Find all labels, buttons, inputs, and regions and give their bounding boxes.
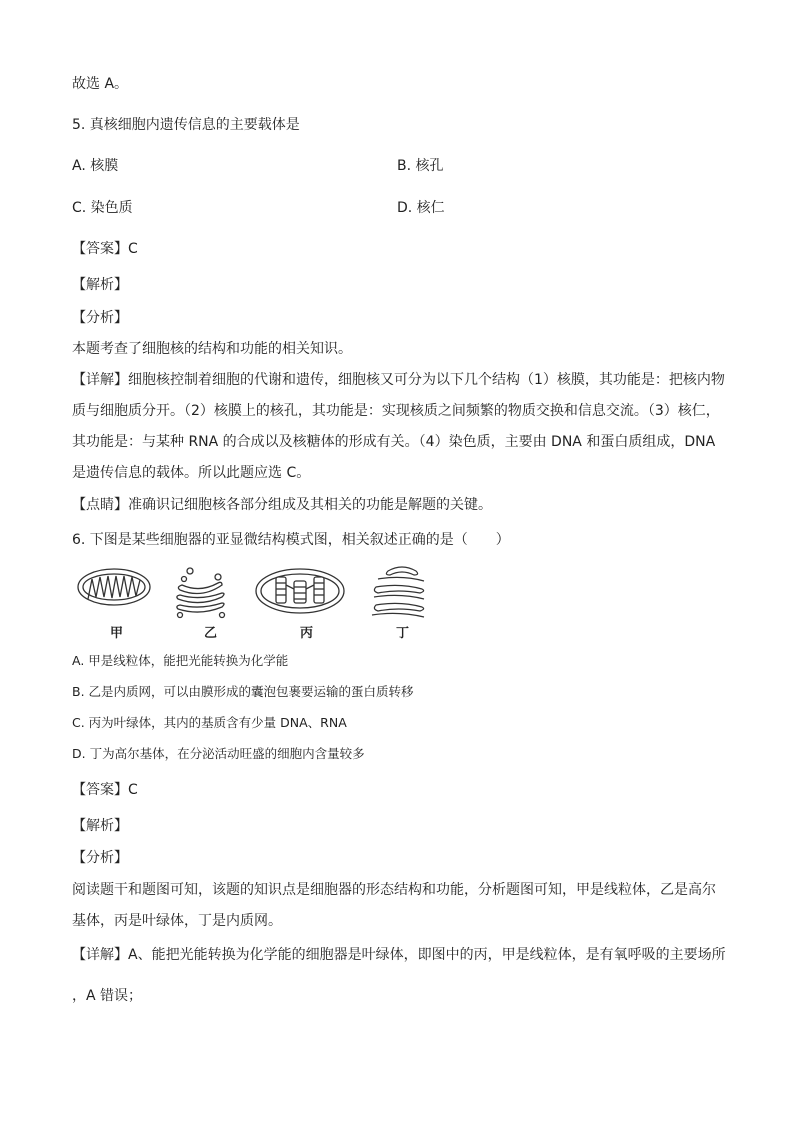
cisternae-drawing	[372, 567, 424, 617]
q6-fenxi-line: 阅读题干和题图可知，该题的知识点是细胞器的形态结构和功能，分析题图可知，甲是线粒体，乙是高尔	[72, 882, 716, 898]
q5-jiexi-heading: 【解析】	[72, 277, 128, 293]
q5-fenxi-text: 本题考查了细胞核的结构和功能的相关知识。	[72, 341, 352, 357]
q6-detail-line: ，A 错误；	[72, 988, 143, 1004]
mitochondrion-drawing	[78, 569, 150, 605]
q6-jiexi-heading: 【解析】	[72, 818, 128, 834]
figure-label-jia: 甲	[110, 626, 124, 641]
question-5-stem: 5. 真核细胞内遗传信息的主要载体是	[72, 117, 300, 133]
figure-label-ding: 丁	[396, 626, 410, 641]
previous-answer-tail: 故选 A。	[72, 76, 129, 92]
q5-detail-line: 【详解】细胞核控制着细胞的代谢和遗传，细胞核又可分为以下几个结构（1）核膜，其功能是：把核内物	[72, 372, 725, 388]
q5-option-b: B. 核孔	[397, 158, 444, 174]
q6-option-c: C. 丙为叶绿体，其内的基质含有少量 DNA、RNA	[72, 715, 347, 730]
q6-fenxi-heading: 【分析】	[72, 850, 128, 866]
chloroplast-drawing	[256, 569, 344, 613]
q5-fenxi-heading: 【分析】	[72, 310, 128, 326]
question-6-stem: 6. 下图是某些细胞器的亚显微结构模式图，相关叙述正确的是（ ）	[72, 532, 510, 548]
q5-detail-line: 是遗传信息的载体。所以此题应选 C。	[72, 465, 311, 481]
q5-option-a: A. 核膜	[72, 158, 119, 174]
golgi-drawing	[177, 568, 225, 618]
q6-option-d: D. 丁为高尔基体，在分泌活动旺盛的细胞内含量较多	[72, 746, 365, 761]
q5-option-d: D. 核仁	[397, 200, 445, 216]
q6-option-a: A. 甲是线粒体，能把光能转换为化学能	[72, 653, 289, 668]
q5-answer: 【答案】C	[72, 241, 138, 257]
q6-detail-line: 【详解】A、能把光能转换为化学能的细胞器是叶绿体，即图中的丙，甲是线粒体，是有氧呼吸的主要场所	[72, 947, 726, 963]
q5-detail-line: 其功能是：与某种 RNA 的合成以及核糖体的形成有关。（4）染色质，主要由 DNA 和蛋白质组成，DNA	[72, 434, 716, 450]
organelle-figure	[72, 563, 452, 643]
q5-detail-line: 质与细胞质分开。（2）核膜上的核孔，其功能是：实现核质之间频繁的物质交换和信息交流。（3）核仁，	[72, 403, 720, 419]
figure-label-bing: 丙	[300, 626, 314, 641]
q5-option-c: C. 染色质	[72, 200, 133, 216]
q6-fenxi-line: 基体，丙是叶绿体，丁是内质网。	[72, 913, 282, 929]
q6-option-b: B. 乙是内质网，可以由膜形成的囊泡包裹要运输的蛋白质转移	[72, 684, 414, 699]
q5-dianjing: 【点睛】准确识记细胞核各部分组成及其相关的功能是解题的关键。	[72, 497, 492, 513]
q6-answer: 【答案】C	[72, 782, 138, 798]
figure-label-yi: 乙	[204, 626, 218, 641]
